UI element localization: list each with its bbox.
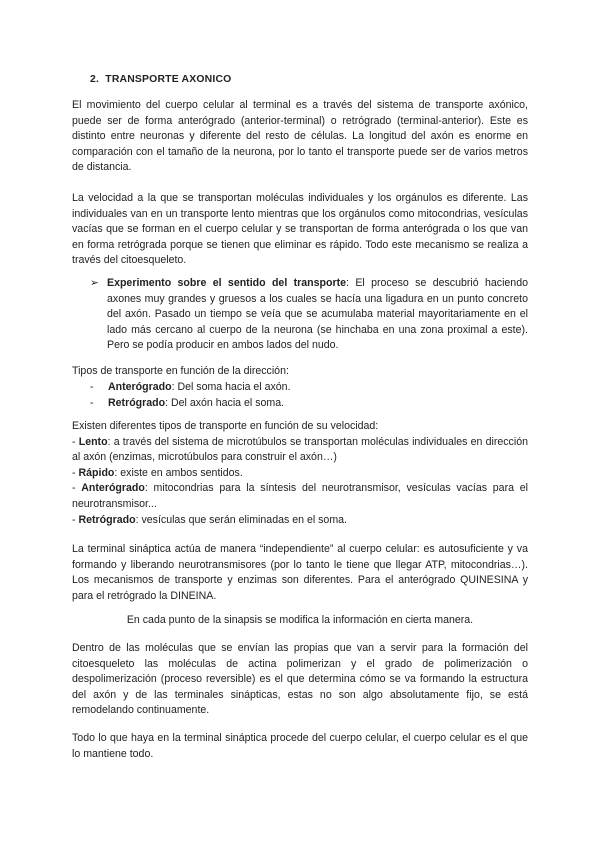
list-item bbox=[90, 396, 510, 412]
experiment-text bbox=[107, 276, 528, 354]
list-item bbox=[90, 380, 510, 396]
paragraph-transport-speed: La velocidad a la que se transportan moléculas individuales y los orgánulos es diferente. Las individuales van en un transporte lento mientras que los orgánulos como mitocondrias, vesículas vacías que se forman en el cuerpo celular y se transportan de forma anterógrada o los que van en forma retrógrada porque se tienen que eliminar es rápido. Todo este mecanismo se realiza a través del citoesqueleto. bbox=[72, 192, 528, 267]
list-term: Anterógrado bbox=[108, 381, 172, 393]
list-term: Retrógrado bbox=[108, 396, 166, 409]
list-item bbox=[72, 435, 528, 466]
list-item bbox=[72, 481, 528, 512]
section-title: TRANSPORTE AXONICO bbox=[105, 74, 232, 85]
centered-statement: En cada punto de la sinapsis se modifica la información en cierta manera. bbox=[126, 614, 474, 626]
section-number: 2. bbox=[90, 74, 100, 85]
paragraph-axonal-transport-intro: El movimiento del cuerpo celular al terminal es a través del sistema de transporte axónico, puede ser de forma anterógrado (anterior-terminal) o retrógrado (terminal-anterior). Este es distinto entre neuronas y diferente del resto de células. La longitud del axón es enorme en comparación con el tamaño de la neurona, por lo tanto el transporte puede ser de varios metros de distancia. bbox=[72, 99, 528, 174]
list-item bbox=[72, 466, 528, 482]
list-dash: - bbox=[72, 466, 79, 479]
list-desc: : vesículas que serán eliminadas en el soma. bbox=[135, 513, 347, 526]
arrow-bullet-icon: ➢ bbox=[90, 277, 99, 289]
direction-types-intro: Tipos de transporte en función de la dirección: bbox=[72, 365, 289, 377]
list-desc: : mitocondrias para la síntesis del neurotransmisor, vesículas vacías para el neurotransmisor... bbox=[72, 482, 528, 510]
paragraph-synaptic-terminal: La terminal sináptica actúa de manera “independiente” al cuerpo celular: es autosuficiente y va formando y liberando neurotransmisores (por lo tanto le tiene que llegar ATP, mitocondrias…). Los mecanismos de transporte y enzimas son diferentes. Para el anterógrado QUINESINA y para el retrógrado la DINEINA. bbox=[72, 543, 528, 602]
paragraph-cell-body: Todo lo que haya en la terminal sináptica procede del cuerpo celular, el cuerpo celular es el que lo mantiene todo. bbox=[72, 732, 528, 760]
list-desc: : Del axón hacia el soma. bbox=[165, 396, 285, 409]
speed-types-intro: Existen diferentes tipos de transporte en función de su velocidad: bbox=[72, 420, 379, 432]
paragraph-cytoskeleton: Dentro de las moléculas que se envían las propias que van a servir para la formación del citoesqueleto las moléculas de actina polimerizan y el grado de polimerización o despolimerización (proceso reversible) es el que determina cómo se va formando la estructura del axón y de las terminales sinápticas, estas no son algo absolutamente fijo, se está remodelando continuamente. bbox=[72, 642, 528, 717]
experiment-title: Experimento sobre el sentido del transporte bbox=[107, 277, 347, 289]
list-desc: : Del soma hacia el axón. bbox=[171, 381, 291, 393]
experiment-bullet bbox=[90, 276, 528, 354]
list-term: Lento bbox=[78, 435, 108, 448]
list-dash: - bbox=[72, 435, 79, 448]
list-item bbox=[72, 513, 528, 529]
list-dash: - bbox=[72, 513, 79, 526]
list-dash: - bbox=[90, 381, 94, 393]
list-dash: - bbox=[90, 396, 94, 409]
list-desc: : a través del sistema de microtúbulos se transportan moléculas individuales en dirección al axón (enzimas, microtúbulos para construir el axón…) bbox=[72, 435, 528, 464]
direction-types-list bbox=[90, 380, 510, 411]
list-term: Retrógrado bbox=[78, 513, 136, 526]
experiment-description: : El proceso se descubrió haciendo axones muy grandes y gruesos a los cuales se hacía una ligadura en un punto concreto del axón. Pasado un tiempo se veía que se acumulaba material mayoritariamente en el lado más cercano al cuerpo de la neurona (se hinchaba en una zona proximal a este). Pero se podía producir en ambos lados del nudo. bbox=[107, 277, 528, 352]
list-dash: - bbox=[72, 482, 82, 495]
speed-types-block bbox=[72, 419, 528, 528]
list-term: Rápido bbox=[78, 466, 115, 479]
list-desc: : existe en ambos sentidos. bbox=[114, 466, 243, 479]
section-heading bbox=[90, 72, 231, 88]
list-term: Anterógrado bbox=[81, 482, 145, 495]
